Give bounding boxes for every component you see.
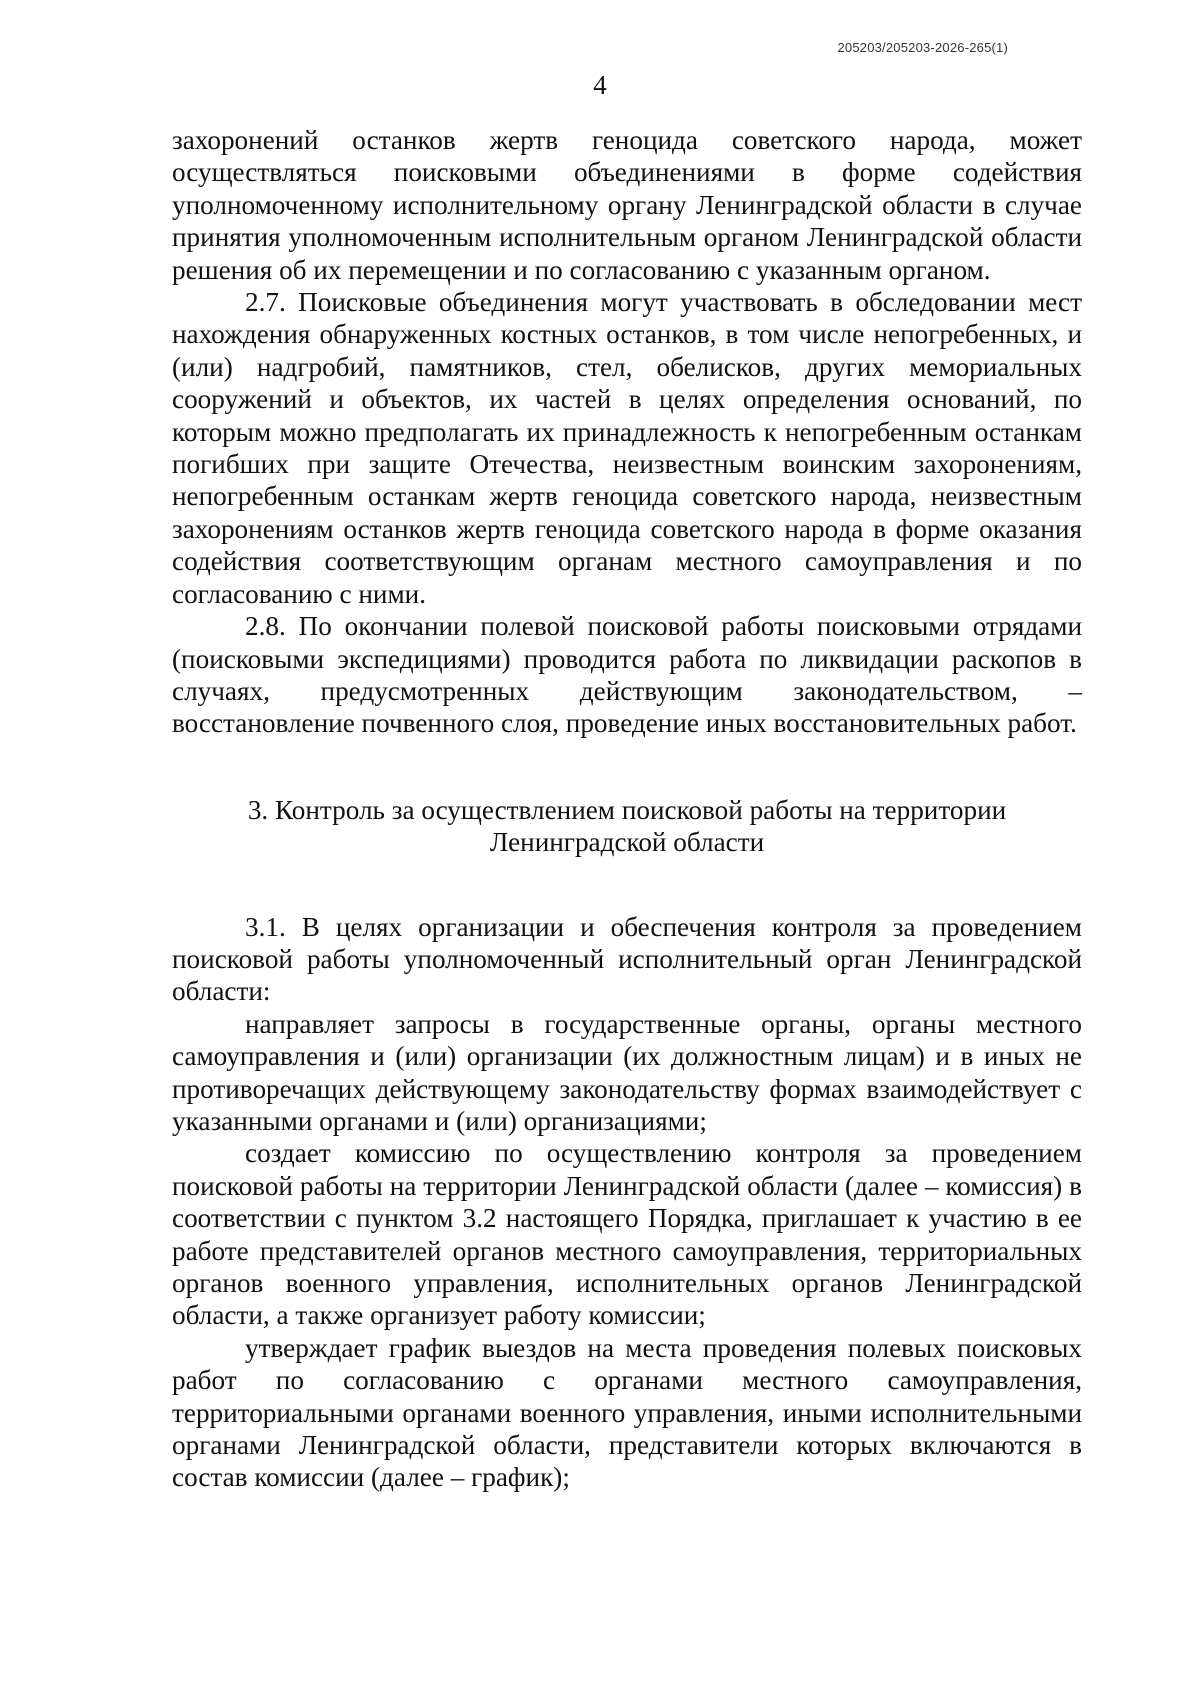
paragraph-continuation: захоронений останков жертв геноцида советского народа, может осуществляться поисковыми объединениями в форме содействия уполномоченному исполнительному органу Ленинградской области в случае принятия уполномоченным исполнительным органом Ленинградской области решения об их перемещении и по согласованию с указанным органом. bbox=[172, 125, 1082, 285]
section-3-heading-line2: Ленинградской области bbox=[489, 827, 765, 858]
paragraph-2-8: 2.8. По окончании полевой поисковой работы поисковыми отрядами (поисковыми экспедициями) проводится работа по ликвидации раскопов в случаях, предусмотренных действующим законодательством, – восстановление почвенного слоя, проведение иных восстановительных работ. bbox=[172, 611, 1082, 739]
section-3-heading bbox=[172, 794, 1082, 859]
page-number: 4 bbox=[593, 70, 607, 100]
paragraph-2-7: 2.7. Поисковые объединения могут участвовать в обследовании мест нахождения обнаруженных костных останков, в том числе непогребенных, и (или) надгробий, памятников, стел, обелисков, других мемориальных сооружений и объектов, их частей в целях определения оснований, по которым можно предполагать их принадлежность к непогребенным останкам погибших при защите Отечества, неизвестным воинским захоронениям, непогребенным останкам жертв геноцида советского народа, неизвестным захоронениям останков жертв геноцида советского народа в форме оказания содействия соответствующим органам местного самоуправления и по согласованию с ними. bbox=[172, 287, 1082, 609]
paragraph-sends-requests: направляет запросы в государственные органы, органы местного самоуправления и (или) организации (их должностным лицам) и в иных не противоречащих действующему законодательству формах взаимодействует с указанными органами и (или) организациями; bbox=[172, 1008, 1082, 1136]
document-id: 205203/205203-2026-265(1) bbox=[837, 40, 1008, 55]
document-body bbox=[172, 124, 1082, 1494]
paragraph-creates-commission: создает комиссию по осуществлению контроля за проведением поисковой работы на территории Ленинградской области (далее – комиссия) в соответствии с пунктом 3.2 настоящего Порядка, приглашает к участию в ее работе представителей органов местного самоуправления, территориальных органов военного управления, исполнительных органов Ленинградской области, а также организует работу комиссии; bbox=[172, 1138, 1082, 1331]
paragraph-3-1: 3.1. В целях организации и обеспечения контроля за проведением поисковой работы уполномоченный исполнительный орган Ленинградской области: bbox=[172, 911, 1082, 1007]
section-3-heading-line1: 3. Контроль за осуществлением поисковой работы на территории bbox=[247, 794, 1007, 825]
paragraph-approves-schedule: утверждает график выездов на места проведения полевых поисковых работ по согласованию с органами местного самоуправления, территориальными органами военного управления, иными исполнительными органами Ленинградской области, представители которых включаются в состав комиссии (далее – график); bbox=[172, 1332, 1082, 1493]
